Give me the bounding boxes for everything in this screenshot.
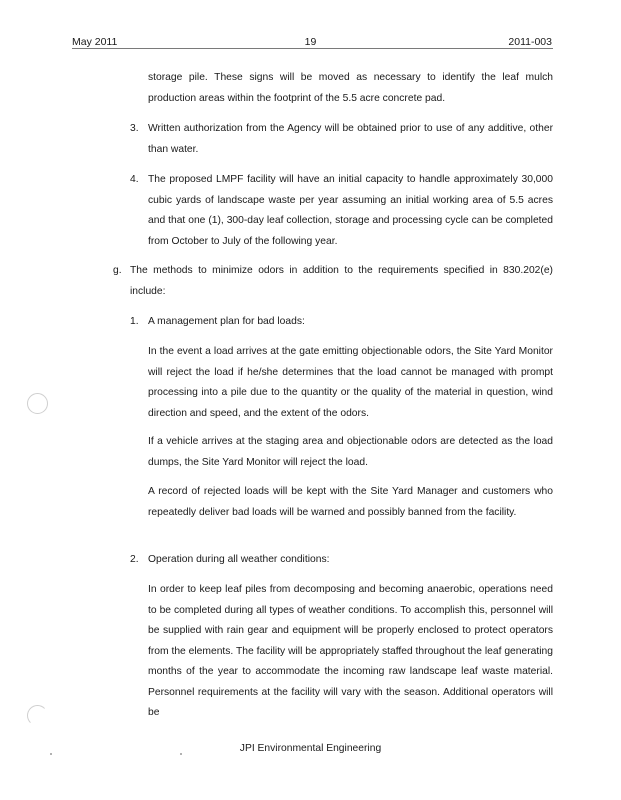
section-g-text: The methods to minimize odors in addition to the requirements specified in 830.202(e) include: bbox=[130, 265, 553, 297]
method-2-paragraph-1: In order to keep leaf piles from decomposing and becoming anaerobic, operations need to be completed during all types of weather conditions. To accomplish this, personnel will be supplied with rain gear and equipment will be properly enclosed to protect operators from the elements. The facility will be appropriately staffed throughout the leaf generating months of the year to accommodate the incoming raw landscape leaf waste material. Personnel requirements at the facility will vary with the season. Additional operators will be bbox=[148, 584, 553, 718]
method-1-title: A management plan for bad loads: bbox=[148, 316, 305, 327]
header-page-number: 19 bbox=[304, 36, 317, 48]
item-3-text: Written authorization from the Agency will be obtained prior to use of any additive, other than water. bbox=[148, 123, 553, 155]
binder-hole-mark bbox=[27, 393, 48, 414]
method-1-paragraph-1: In the event a load arrives at the gate emitting objectionable odors, the Site Yard Monitor will reject the load if he/she determines that the load cannot be managed with prompt processing into a pile due to the quantity or the quality of the material in question, wind direction and speed, and the extent of the odors. bbox=[148, 346, 553, 419]
method-2-title: Operation during all weather conditions: bbox=[148, 554, 330, 565]
footer-company: JPI Environmental Engineering bbox=[239, 743, 382, 754]
item-4-text: The proposed LMPF facility will have an initial capacity to handle approximately 30,000 cubic yards of landscape waste per year assuming an initial working area of 5.5 acres and that one (1), 300-day leaf collection, storage and processing cycle can be completed from October to July of the following year. bbox=[148, 174, 553, 247]
method-1-paragraph-2: If a vehicle arrives at the staging area and objectionable odors are detected as the load dumps, the Site Yard Monitor will reject the load. bbox=[148, 436, 553, 468]
header-date: May 2011 bbox=[72, 36, 118, 48]
item-3-number: 3. bbox=[130, 123, 139, 134]
method-1-paragraph-3: A record of rejected loads will be kept with the Site Yard Manager and customers who repeatedly deliver bad loads will be warned and possibly banned from the facility. bbox=[148, 486, 553, 518]
section-g-letter: g. bbox=[113, 265, 122, 276]
header-rule bbox=[72, 48, 553, 49]
scan-speck bbox=[50, 753, 52, 755]
scan-speck bbox=[180, 753, 182, 755]
header-doc-id: 2011-003 bbox=[508, 36, 552, 48]
method-1-number: 1. bbox=[130, 316, 139, 327]
method-2-number: 2. bbox=[130, 554, 139, 565]
continued-paragraph: storage pile. These signs will be moved as necessary to identify the leaf mulch production areas within the footprint of the 5.5 acre concrete pad. bbox=[148, 72, 553, 104]
binder-hole-mark-partial bbox=[27, 705, 48, 726]
item-4-number: 4. bbox=[130, 174, 139, 185]
